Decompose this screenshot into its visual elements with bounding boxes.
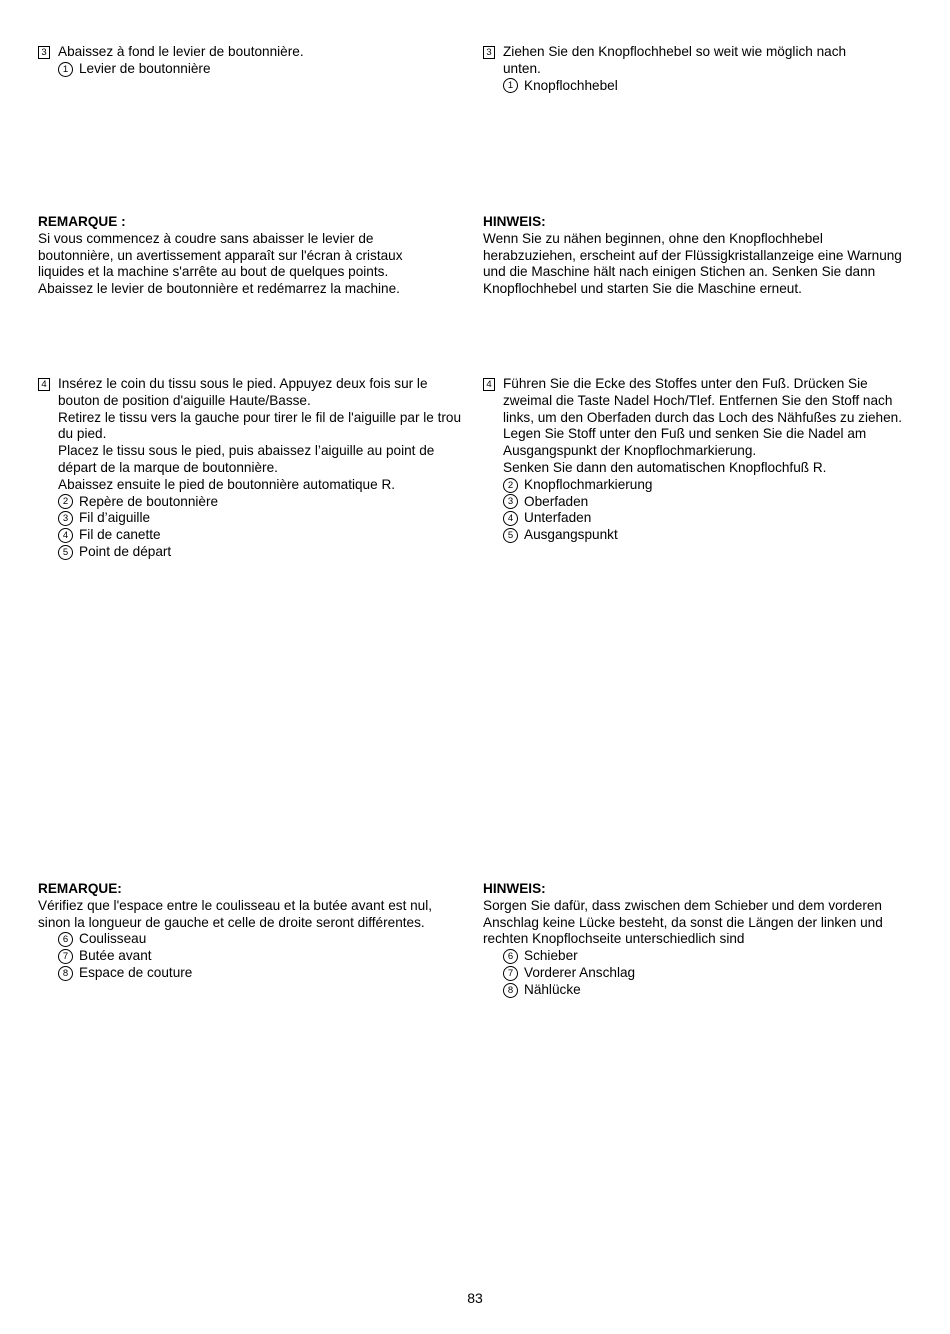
callout-label: Fil de canette bbox=[79, 527, 161, 543]
callout-label: Repère de boutonnière bbox=[79, 493, 219, 509]
callout-item bbox=[503, 965, 908, 982]
step-number-box: 4 bbox=[38, 378, 50, 391]
callout-number: 4 bbox=[503, 511, 518, 526]
callout-label: Schieber bbox=[524, 948, 578, 964]
callout-item bbox=[58, 510, 463, 527]
step-text: Senken Sie dann den automatischen Knopflochfuß R. bbox=[503, 459, 827, 475]
step-text: Abaissez à fond le levier de boutonnière. bbox=[58, 44, 304, 59]
callout-label: Knopflochhebel bbox=[524, 77, 618, 93]
callout-label: Point de départ bbox=[79, 543, 172, 559]
note-title: REMARQUE: bbox=[38, 881, 122, 896]
callout-number: 6 bbox=[58, 932, 73, 947]
callout-label: Coulisseau bbox=[79, 931, 147, 947]
callout-item bbox=[503, 527, 903, 544]
callout-item bbox=[58, 61, 466, 78]
callout-number: 3 bbox=[58, 511, 73, 526]
callout-label: Oberfaden bbox=[524, 493, 589, 509]
page-number: 83 bbox=[467, 1290, 483, 1306]
step-number-box: 4 bbox=[483, 378, 495, 391]
callout-number: 2 bbox=[58, 494, 73, 509]
callout-number: 1 bbox=[503, 78, 518, 93]
step-text: Insérez le coin du tissu sous le pied. Appuyez deux fois sur le bouton de position d'aiguille Haute/Basse. bbox=[58, 376, 428, 408]
callout-item bbox=[58, 948, 463, 965]
callout-number: 8 bbox=[58, 966, 73, 981]
callout-label: Knopflochmarkierung bbox=[524, 476, 653, 492]
callout-number: 1 bbox=[58, 62, 73, 77]
callout-item bbox=[58, 527, 463, 544]
step-text: Placez le tissu sous le pied, puis abaissez l’aiguille au point de départ de la marque de boutonnière. bbox=[58, 443, 435, 475]
callout-number: 2 bbox=[503, 478, 518, 493]
note-text: Sorgen Sie dafür, dass zwischen dem Schieber und dem vorderen Anschlag keine Lücke besteht, da sonst die Längen der linken und rechten Knopflochseite unterschiedlich sind bbox=[483, 897, 883, 947]
de-step-4 bbox=[483, 376, 903, 544]
note-title: HINWEIS: bbox=[483, 881, 546, 896]
note-text: Wenn Sie zu nähen beginnen, ohne den Knopflochhebel herabzuziehen, erscheint auf der Flüssigkristallanzeige eine Warnung und die Maschine hält nach einigen Stichen an. Senken Sie dann Knopflochhebel und starten Sie die Maschine erneut. bbox=[483, 230, 902, 297]
callout-number: 6 bbox=[503, 949, 518, 964]
callout-label: Fil d’aiguille bbox=[79, 510, 151, 526]
note-text: Vérifiez que l'espace entre le coulisseau et la butée avant est nul, sinon la longueur de gauche et celle de droite seront différentes. bbox=[38, 897, 433, 930]
callout-label: Nählücke bbox=[524, 981, 581, 997]
de-step-3 bbox=[483, 44, 883, 94]
callout-item bbox=[58, 931, 463, 948]
fr-step-4 bbox=[38, 376, 463, 561]
callout-item bbox=[503, 982, 908, 999]
callout-label: Unterfaden bbox=[524, 510, 592, 526]
callout-item bbox=[503, 78, 883, 95]
step-text: Legen Sie Stoff unter den Fuß und senken Sie die Nadel am Ausgangspunkt der Knopflochmarkierung. bbox=[503, 426, 867, 459]
fr-note-1 bbox=[38, 214, 433, 298]
callout-number: 8 bbox=[503, 983, 518, 998]
note-text: Si vous commencez à coudre sans abaisser le levier de boutonnière, un avertissement apparaît sur l'écran à cristaux liquides et la machine s'arrête au bout de quelques points. Abaissez le levier de boutonnière et redémarrez la machine. bbox=[38, 230, 403, 297]
step-number-box: 3 bbox=[38, 46, 50, 59]
step-text: Retirez le tissu vers la gauche pour tirer le fil de l'aiguille par le trou du pied. bbox=[58, 409, 462, 442]
callout-item bbox=[58, 544, 463, 561]
callout-item bbox=[503, 510, 903, 527]
callout-number: 7 bbox=[58, 949, 73, 964]
callout-item bbox=[58, 494, 463, 511]
callout-number: 5 bbox=[58, 545, 73, 560]
callout-number: 5 bbox=[503, 528, 518, 543]
step-text: Führen Sie die Ecke des Stoffes unter den Fuß. Drücken Sie zweimal die Taste Nadel Hoch/Tlef. Entfernen Sie den Stoff nach links, um den Oberfaden durch das Loch des Nähfußes zu ziehen. bbox=[503, 376, 902, 425]
fr-step-3 bbox=[38, 44, 466, 78]
callout-label: Espace de couture bbox=[79, 964, 193, 980]
step-number-box: 3 bbox=[483, 46, 495, 59]
callout-number: 3 bbox=[503, 494, 518, 509]
callout-label: Vorderer Anschlag bbox=[524, 964, 636, 980]
callout-item bbox=[58, 965, 463, 982]
step-text: Ziehen Sie den Knopflochhebel so weit wie möglich nach unten. bbox=[503, 44, 847, 76]
callout-label: Ausgangspunkt bbox=[524, 527, 618, 543]
callout-item bbox=[503, 494, 903, 511]
callout-number: 7 bbox=[503, 966, 518, 981]
de-note-1 bbox=[483, 214, 905, 298]
note-title: HINWEIS: bbox=[483, 214, 546, 229]
de-note-2 bbox=[483, 881, 908, 999]
callout-item bbox=[503, 477, 903, 494]
callout-item bbox=[503, 948, 908, 965]
callout-label: Butée avant bbox=[79, 948, 152, 964]
fr-note-2 bbox=[38, 881, 463, 982]
note-title: REMARQUE : bbox=[38, 214, 126, 229]
callout-label: Levier de boutonnière bbox=[79, 60, 211, 76]
step-text: Abaissez ensuite le pied de boutonnière automatique R. bbox=[58, 476, 396, 492]
callout-number: 4 bbox=[58, 528, 73, 543]
